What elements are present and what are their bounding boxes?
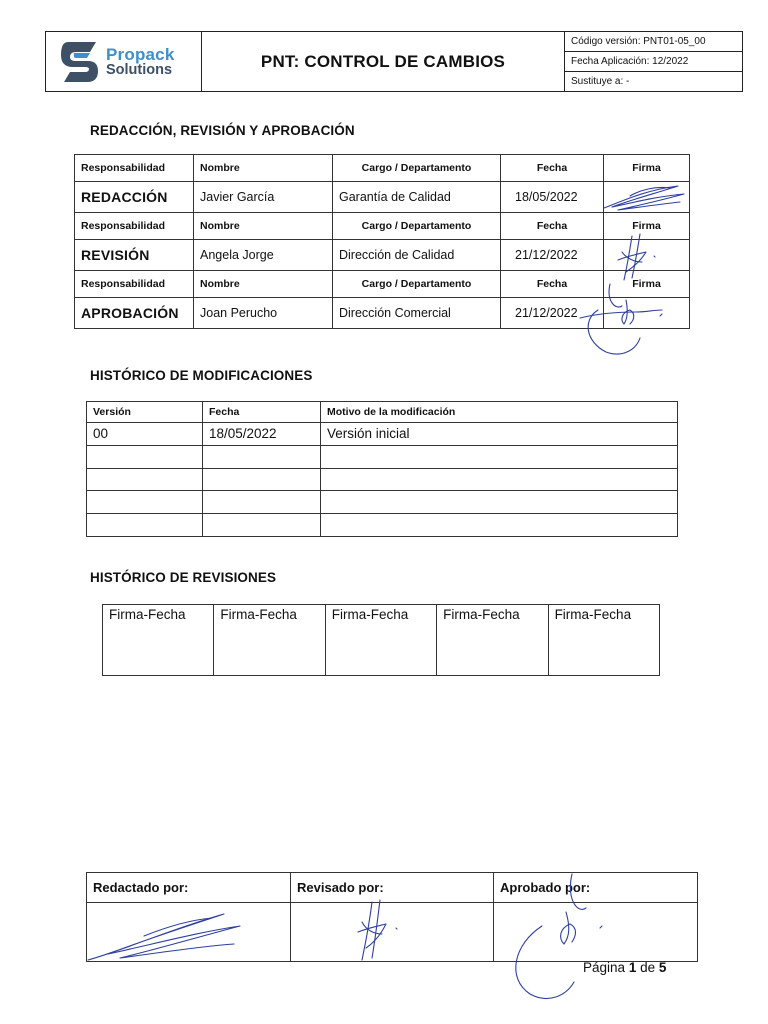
brand-line1: Propack: [106, 44, 175, 64]
brand-name: [106, 46, 175, 78]
version-cell: [87, 445, 203, 468]
page-label: Página: [583, 960, 626, 975]
page-number: [583, 960, 666, 975]
version-cell: 00: [87, 423, 203, 446]
person-name: Joan Perucho: [194, 298, 333, 329]
modifications-section-title: HISTÓRICO DE MODIFICACIONES: [90, 368, 313, 383]
footer-header-row: [87, 873, 698, 903]
column-header-date: Fecha: [501, 155, 604, 182]
column-header-date: Fecha: [501, 213, 604, 240]
document-title: PNT: CONTROL DE CAMBIOS: [202, 32, 565, 91]
column-header-responsibility: Responsabilidad: [75, 213, 194, 240]
column-header-reason: Motivo de la modificación: [321, 402, 678, 423]
page-of-label: de: [640, 960, 656, 975]
column-header-signature: Firma: [604, 155, 690, 182]
revision-signature-cell: Firma-Fecha: [214, 605, 325, 676]
approval-header-row: [75, 271, 690, 298]
drafted-by-label: Redactado por:: [87, 873, 291, 903]
reason-cell: [321, 514, 678, 537]
revision-signature-cell: Firma-Fecha: [103, 605, 214, 676]
reason-cell: [321, 491, 678, 514]
revisions-table: [102, 604, 660, 676]
date-cell: [203, 445, 321, 468]
brand-line2: Solutions: [106, 61, 173, 78]
reason-cell: [321, 468, 678, 491]
reason-cell: [321, 445, 678, 468]
version-cell: [87, 514, 203, 537]
version-cell: [87, 491, 203, 514]
application-date: Fecha Aplicación: 12/2022: [565, 52, 742, 72]
signature-date: 21/12/2022: [501, 298, 604, 329]
revisions-row: [103, 605, 660, 676]
document-header: [45, 31, 743, 92]
signature-cell: [604, 298, 690, 329]
revisions-section-title: HISTÓRICO DE REVISIONES: [90, 570, 277, 585]
role-label: APROBACIÓN: [75, 298, 194, 329]
role-label: REDACCIÓN: [75, 182, 194, 213]
column-header-date: Fecha: [501, 271, 604, 298]
person-position: Dirección Comercial: [333, 298, 501, 329]
revision-signature-cell: Firma-Fecha: [437, 605, 548, 676]
date-cell: 18/05/2022: [203, 423, 321, 446]
table-row: [87, 423, 678, 446]
approval-table: [74, 154, 690, 329]
approved-by-label: Aprobado por:: [494, 873, 698, 903]
page-current: 1: [628, 960, 637, 975]
page-total: 5: [658, 960, 667, 975]
footer-signature-cell: [291, 903, 494, 962]
table-row: [87, 468, 678, 491]
role-label: REVISIÓN: [75, 240, 194, 271]
footer-signature-table: [86, 872, 698, 962]
column-header-responsibility: Responsabilidad: [75, 271, 194, 298]
version-code: Código versión: PNT01-05_00: [565, 32, 742, 52]
approval-header-row: [75, 213, 690, 240]
signature-cell: [604, 182, 690, 213]
column-header-responsibility: Responsabilidad: [75, 155, 194, 182]
column-header-date: Fecha: [203, 402, 321, 423]
person-position: Dirección de Calidad: [333, 240, 501, 271]
table-row: [87, 445, 678, 468]
person-name: Javier García: [194, 182, 333, 213]
column-header-position: Cargo / Departamento: [333, 213, 501, 240]
column-header-signature: Firma: [604, 213, 690, 240]
propack-logo-icon: [60, 38, 100, 86]
reviewed-by-label: Revisado por:: [291, 873, 494, 903]
reason-cell: Versión inicial: [321, 423, 678, 446]
date-cell: [203, 491, 321, 514]
modifications-header-row: [87, 402, 678, 423]
footer-signature-cell: [494, 903, 698, 962]
signature-date: 21/12/2022: [501, 240, 604, 271]
company-logo: [46, 32, 202, 91]
approval-row-review: [75, 240, 690, 271]
table-row: [87, 491, 678, 514]
revision-signature-cell: Firma-Fecha: [325, 605, 436, 676]
approval-section-title: REDACCIÓN, REVISIÓN Y APROBACIÓN: [90, 123, 355, 138]
column-header-position: Cargo / Departamento: [333, 155, 501, 182]
date-cell: [203, 514, 321, 537]
column-header-name: Nombre: [194, 155, 333, 182]
column-header-name: Nombre: [194, 271, 333, 298]
version-cell: [87, 468, 203, 491]
column-header-version: Versión: [87, 402, 203, 423]
table-row: [87, 514, 678, 537]
replaces-field: Sustituye a: -: [571, 76, 630, 87]
approval-row-drafting: [75, 182, 690, 213]
footer-signature-row: [87, 903, 698, 962]
approval-row-approval: [75, 298, 690, 329]
date-cell: [203, 468, 321, 491]
approval-header-row: [75, 155, 690, 182]
column-header-position: Cargo / Departamento: [333, 271, 501, 298]
signature-date: 18/05/2022: [501, 182, 604, 213]
person-name: Angela Jorge: [194, 240, 333, 271]
column-header-signature: Firma: [604, 271, 690, 298]
footer-signature-cell: [87, 903, 291, 962]
person-position: Garantía de Calidad: [333, 182, 501, 213]
revision-signature-cell: Firma-Fecha: [548, 605, 659, 676]
signature-cell: [604, 240, 690, 271]
modifications-table: [86, 401, 678, 537]
document-metadata: [565, 32, 742, 91]
column-header-name: Nombre: [194, 213, 333, 240]
